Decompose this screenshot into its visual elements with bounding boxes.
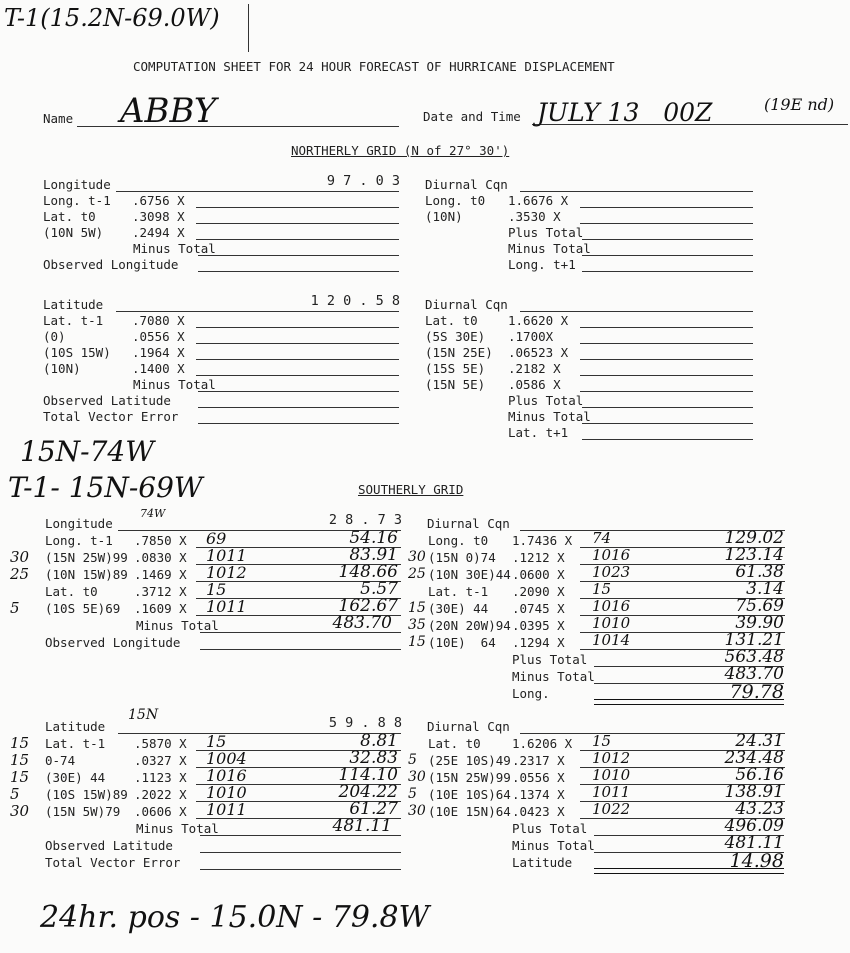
margin-number: 30 — [10, 802, 30, 820]
coefficient: .0556 X — [512, 770, 565, 785]
predictor-label: (20N 20W)94 — [428, 618, 511, 633]
plus-total-label: Plus Total — [512, 652, 588, 667]
margin-number: 25 — [408, 566, 426, 582]
product-value: 234.48 — [724, 748, 784, 768]
coefficient: .2182 X — [508, 361, 561, 376]
result-label: Lat. t+1 — [508, 425, 569, 440]
predictor-label: Lat. t-1 — [45, 736, 106, 751]
input-value: 15 — [206, 580, 227, 599]
predictor-label: (15N 25W)99 — [428, 770, 511, 785]
product-value: 131.21 — [724, 630, 784, 650]
minus-total-label: Minus Total — [508, 241, 591, 256]
input-value: 1011 — [206, 800, 247, 819]
product-value: 5.57 — [360, 579, 398, 599]
predictor-label: Lat. t-1 — [43, 313, 104, 328]
total-vector-error-label: Total Vector Error — [45, 855, 181, 870]
predictor-label: Lat. t0 — [428, 736, 481, 751]
input-value: 1011 — [206, 597, 247, 616]
predictor-label: (15N 5E) — [425, 377, 486, 392]
coefficient: .1609 X — [134, 601, 187, 616]
southerly-grid-title: SOUTHERLY GRID — [358, 482, 464, 497]
coefficient: 1.6620 X — [508, 313, 569, 328]
input-value: 1023 — [592, 563, 631, 581]
entry-line — [200, 852, 401, 853]
product-value: 75.69 — [735, 596, 784, 616]
regression-constant: 2 8 . 7 3 — [328, 512, 402, 528]
entry-line — [116, 191, 399, 192]
product-value: 61.38 — [735, 562, 784, 582]
predictor-label: (10E) 64 — [428, 635, 496, 650]
date-note: (19E nd) — [764, 95, 835, 114]
predictor-label: (10S 15W) — [43, 345, 111, 360]
predictor-label: (15N 5W)79 — [45, 804, 121, 819]
minus-total-value: 483.70 — [332, 613, 392, 633]
margin-number: 35 — [408, 617, 426, 633]
input-value: 1016 — [592, 546, 631, 564]
minus-total-label: Minus Total — [136, 821, 219, 836]
minus-total-label: Minus Total — [512, 669, 595, 684]
total-vector-error-label: Total Vector Error — [43, 409, 179, 424]
coefficient: .1469 X — [134, 567, 187, 582]
entry-line — [198, 271, 399, 272]
entry-line — [200, 869, 401, 870]
product-value: 83.91 — [349, 545, 398, 565]
input-value: 1016 — [592, 597, 631, 615]
input-value: 69 — [206, 529, 227, 548]
input-value: 1012 — [592, 749, 631, 767]
final-forecast-position: 24hr. pos - 15.0N - 79.8W — [40, 900, 430, 935]
predictor-label: Long. t0 — [425, 193, 486, 208]
predictor-label: Lat. t0 — [45, 584, 98, 599]
datetime-label: Date and Time — [423, 109, 521, 124]
coefficient: 1.6206 X — [512, 736, 573, 751]
predictor-label: (10S 5E)69 — [45, 601, 121, 616]
input-value: 1010 — [592, 614, 631, 632]
regression-constant: 1 2 0 . 5 8 — [310, 293, 400, 309]
sheet-title: COMPUTATION SHEET FOR 24 HOUR FORECAST OF HURRICANE DISPLACEMENT — [133, 59, 615, 74]
input-value: 15 — [592, 732, 612, 750]
section-title: Diurnal Cqn — [427, 719, 510, 734]
margin-number: 30 — [408, 769, 426, 785]
coefficient: 1.7436 X — [512, 533, 573, 548]
entry-line — [196, 239, 399, 240]
entry-line — [580, 359, 753, 360]
minus-total-value: 481.11 — [724, 833, 784, 853]
plus-total-value: 496.09 — [724, 816, 784, 836]
predictor-label: (15N 0)74 — [428, 550, 496, 565]
margin-number: 15 — [10, 751, 30, 769]
entry-line — [580, 327, 753, 328]
predictor-label: (10E 15N)64 — [428, 804, 511, 819]
predictor-label: (15N 25W)99 — [45, 550, 128, 565]
coefficient: .1700X — [508, 329, 554, 344]
input-value: 1014 — [592, 631, 631, 649]
input-value: 1011 — [206, 546, 247, 565]
predictor-label: 0-74 — [45, 753, 76, 768]
product-value: 56.16 — [735, 765, 784, 785]
predictor-label: (10N 5W) — [43, 225, 104, 240]
input-value: 1022 — [592, 800, 631, 818]
coefficient: .2317 X — [512, 753, 565, 768]
product-value: 39.90 — [735, 613, 784, 633]
coefficient: .6756 X — [132, 193, 185, 208]
margin-number: 5 — [10, 785, 20, 803]
coefficient: .0830 X — [134, 550, 187, 565]
predictor-label: (30E) 44 — [428, 601, 489, 616]
input-value: 1012 — [206, 563, 247, 582]
minus-total-label: Minus Total — [136, 618, 219, 633]
input-value: 74 — [592, 529, 612, 547]
product-value: 123.14 — [724, 545, 784, 565]
section-title: Diurnal Cqn — [427, 516, 510, 531]
coefficient: .1212 X — [512, 550, 565, 565]
coefficient: .3712 X — [134, 584, 187, 599]
entry-line — [580, 343, 753, 344]
entry-line — [582, 255, 753, 256]
longitude-note: 74W — [140, 507, 166, 520]
predictor-label: (10E 10S)64 — [428, 787, 511, 802]
margin-number: 15 — [408, 634, 426, 650]
coefficient: .0556 X — [132, 329, 185, 344]
product-value: 129.02 — [724, 528, 784, 548]
product-value: 54.16 — [349, 528, 398, 548]
section-title: Longitude — [45, 516, 113, 531]
predictor-label: (15N 25E) — [425, 345, 493, 360]
input-value: 1011 — [592, 783, 631, 801]
margin-number: 15 — [408, 600, 426, 616]
entry-line — [196, 223, 399, 224]
coefficient: .0327 X — [134, 753, 187, 768]
entry-line — [198, 391, 399, 392]
product-value: 61.27 — [349, 799, 398, 819]
entry-line — [580, 223, 753, 224]
margin-number: 5 — [408, 786, 417, 802]
predictor-label: (25E 10S)49 — [428, 753, 511, 768]
product-value: 8.81 — [360, 731, 398, 751]
result-label: Long. t+1 — [508, 257, 576, 272]
observed-label: Observed Latitude — [43, 393, 171, 408]
entry-line — [196, 375, 399, 376]
note-forecast-position: 15N-74W — [20, 435, 154, 468]
predictor-label: (0) — [43, 329, 66, 344]
entry-line — [582, 439, 753, 440]
entry-line — [198, 407, 399, 408]
observed-label: Observed Longitude — [43, 257, 179, 272]
section-title: Diurnal Cqn — [425, 297, 508, 312]
minus-total-label: Minus Total — [512, 838, 595, 853]
regression-constant: 9 7 . 0 3 — [326, 173, 400, 189]
predictor-label: (10N) — [425, 209, 463, 224]
result-label: Latitude — [512, 855, 573, 870]
date-time-value: JULY 13 00Z — [537, 98, 713, 127]
coefficient: .3098 X — [132, 209, 185, 224]
predictor-label: (10N 30E)44 — [428, 567, 511, 582]
entry-line — [520, 311, 753, 312]
entry-line — [198, 423, 399, 424]
entry-line — [580, 391, 753, 392]
entry-line — [582, 239, 753, 240]
margin-number: 15 — [10, 734, 30, 752]
product-value: 204.22 — [338, 782, 398, 802]
result-label: Long. — [512, 686, 550, 701]
storm-name: ABBY — [120, 91, 217, 131]
margin-number: 25 — [10, 565, 30, 583]
product-value: 3.14 — [746, 579, 784, 599]
margin-mark — [248, 4, 249, 52]
section-title: Latitude — [45, 719, 106, 734]
coefficient: .1964 X — [132, 345, 185, 360]
input-value: 15 — [206, 732, 227, 751]
storm-position-note: T-1(15.2N-69.0W) — [4, 4, 220, 32]
entry-line — [198, 255, 399, 256]
coefficient: .7850 X — [134, 533, 187, 548]
predictor-label: (10N 15W)89 — [45, 567, 128, 582]
entry-line — [196, 207, 399, 208]
coefficient: .5870 X — [134, 736, 187, 751]
latitude-note: 15N — [128, 707, 159, 723]
minus-total-value: 483.70 — [724, 664, 784, 684]
margin-number: 30 — [408, 803, 426, 819]
product-value: 43.23 — [735, 799, 784, 819]
predictor-label: Long. t-1 — [43, 193, 111, 208]
plus-total-value: 563.48 — [724, 647, 784, 667]
name-label: Name — [43, 111, 74, 126]
entry-line — [196, 327, 399, 328]
minus-total-label: Minus Total — [133, 377, 216, 392]
predictor-label: (10N) — [43, 361, 81, 376]
entry-line — [520, 191, 753, 192]
product-value: 32.83 — [349, 748, 398, 768]
product-value: 114.10 — [338, 765, 398, 785]
coefficient: .06523 X — [508, 345, 569, 360]
predictor-label: (15S 5E) — [425, 361, 486, 376]
section-title: Latitude — [43, 297, 104, 312]
predictor-label: (30E) 44 — [45, 770, 106, 785]
coefficient: .1400 X — [132, 361, 185, 376]
coefficient: .2022 X — [134, 787, 187, 802]
plus-total-label: Plus Total — [508, 393, 584, 408]
margin-number: 15 — [10, 768, 30, 786]
coefficient: .0600 X — [512, 567, 565, 582]
product-value: 138.91 — [724, 782, 784, 802]
entry-line — [582, 423, 753, 424]
product-value: 24.31 — [735, 731, 784, 751]
coefficient: 1.6676 X — [508, 193, 569, 208]
entry-line — [580, 375, 753, 376]
input-value: 1010 — [592, 766, 631, 784]
note-past-position: T-1- 15N-69W — [8, 471, 203, 504]
coefficient: .1294 X — [512, 635, 565, 650]
margin-number: 30 — [10, 548, 30, 566]
margin-number: 30 — [408, 549, 426, 565]
coefficient: .3530 X — [508, 209, 561, 224]
predictor-label: Lat. t0 — [425, 313, 478, 328]
input-value: 15 — [592, 580, 612, 598]
entry-line — [196, 359, 399, 360]
coefficient: .2494 X — [132, 225, 185, 240]
entry-line — [200, 649, 401, 650]
coefficient: .0586 X — [508, 377, 561, 392]
plus-total-label: Plus Total — [508, 225, 584, 240]
coefficient: .7080 X — [132, 313, 185, 328]
coefficient: .0395 X — [512, 618, 565, 633]
regression-constant: 5 9 . 8 8 — [328, 715, 402, 731]
entry-line — [580, 207, 753, 208]
predictor-label: Long. t-1 — [45, 533, 113, 548]
entry-line — [582, 407, 753, 408]
predictor-label: Lat. t0 — [43, 209, 96, 224]
coefficient: .2090 X — [512, 584, 565, 599]
margin-number: 5 — [408, 752, 417, 768]
section-title: Longitude — [43, 177, 111, 192]
entry-line — [196, 343, 399, 344]
product-value: 162.67 — [338, 596, 398, 616]
predictor-label: (10S 15W)89 — [45, 787, 128, 802]
coefficient: .0606 X — [134, 804, 187, 819]
section-title: Diurnal Cqn — [425, 177, 508, 192]
minus-total-label: Minus Total — [133, 241, 216, 256]
plus-total-label: Plus Total — [512, 821, 588, 836]
input-value: 1016 — [206, 766, 247, 785]
coefficient: .0423 X — [512, 804, 565, 819]
observed-label: Observed Latitude — [45, 838, 173, 853]
entry-line — [116, 311, 399, 312]
coefficient: .0745 X — [512, 601, 565, 616]
northerly-grid-title: NORTHERLY GRID (N of 27° 30') — [291, 143, 510, 158]
minus-total-label: Minus Total — [508, 409, 591, 424]
coefficient: .1374 X — [512, 787, 565, 802]
minus-total-value: 481.11 — [332, 816, 392, 836]
observed-label: Observed Longitude — [45, 635, 181, 650]
predictor-label: Long. t0 — [428, 533, 489, 548]
product-value: 148.66 — [338, 562, 398, 582]
result-value: 79.78 — [729, 681, 784, 703]
coefficient: .1123 X — [134, 770, 187, 785]
input-value: 1004 — [206, 749, 247, 768]
predictor-label: Lat. t-1 — [428, 584, 489, 599]
result-value: 14.98 — [729, 850, 784, 872]
entry-line — [582, 271, 753, 272]
input-value: 1010 — [206, 783, 247, 802]
predictor-label: (5S 30E) — [425, 329, 486, 344]
margin-number: 5 — [10, 599, 20, 617]
